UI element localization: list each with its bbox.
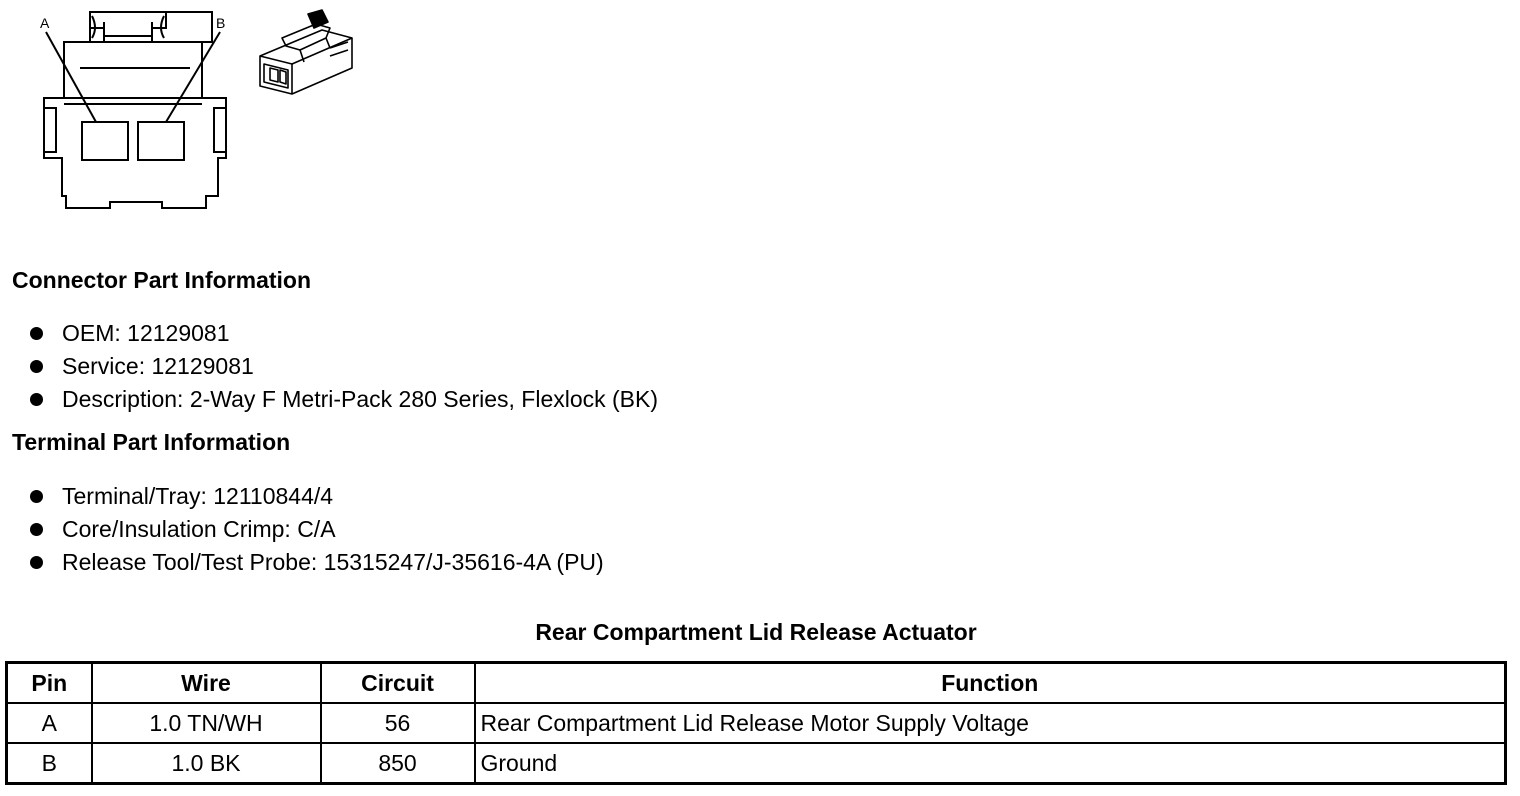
- table-row: [7, 703, 1506, 743]
- pin-label-a: A: [40, 15, 50, 31]
- list-item: Terminal/Tray: 12110844/4: [30, 480, 604, 513]
- wire-cell: 1.0 TN/WH: [92, 703, 321, 743]
- terminal-info-list: [30, 480, 604, 579]
- cavity-a: [82, 122, 128, 160]
- list-item: Release Tool/Test Probe: 15315247/J-35616-4A (PU): [30, 546, 604, 579]
- list-item: Service: 12129081: [30, 350, 658, 383]
- column-header-pin: Pin: [7, 663, 92, 704]
- list-item: Description: 2-Way F Metri-Pack 280 Series, Flexlock (BK): [30, 383, 658, 416]
- column-header-function: Function: [475, 663, 1506, 704]
- connector-info-list: [30, 317, 658, 416]
- table-row: [7, 743, 1506, 784]
- bullet-icon: [30, 523, 43, 536]
- wire-cell: 1.0 BK: [92, 743, 321, 784]
- column-header-wire: Wire: [92, 663, 321, 704]
- list-item: Core/Insulation Crimp: C/A: [30, 513, 604, 546]
- table-header-row: [7, 663, 1506, 704]
- bullet-icon: [30, 327, 43, 340]
- circuit-cell: 56: [321, 703, 475, 743]
- bullet-icon: [30, 490, 43, 503]
- pin-table: [5, 661, 1507, 785]
- leader-line-b: [166, 32, 220, 122]
- pin-cell: B: [7, 743, 92, 784]
- pin-cell: A: [7, 703, 92, 743]
- bullet-icon: [30, 393, 43, 406]
- bullet-icon: [30, 556, 43, 569]
- circuit-cell: 850: [321, 743, 475, 784]
- connector-latch: [90, 12, 166, 42]
- pin-label-b: B: [216, 15, 226, 31]
- function-cell: Ground: [475, 743, 1506, 784]
- cavity-b: [138, 122, 184, 160]
- connector-diagram: [30, 8, 370, 218]
- connector-info-heading: Connector Part Information: [12, 267, 312, 293]
- bullet-icon: [30, 360, 43, 373]
- list-item: OEM: 12129081: [30, 317, 658, 350]
- function-cell: Rear Compartment Lid Release Motor Supply Voltage: [475, 703, 1506, 743]
- column-header-circuit: Circuit: [321, 663, 475, 704]
- pin-table-title: Rear Compartment Lid Release Actuator: [535, 619, 977, 645]
- connector-isometric-view: [260, 10, 352, 94]
- terminal-info-heading: Terminal Part Information: [12, 429, 291, 455]
